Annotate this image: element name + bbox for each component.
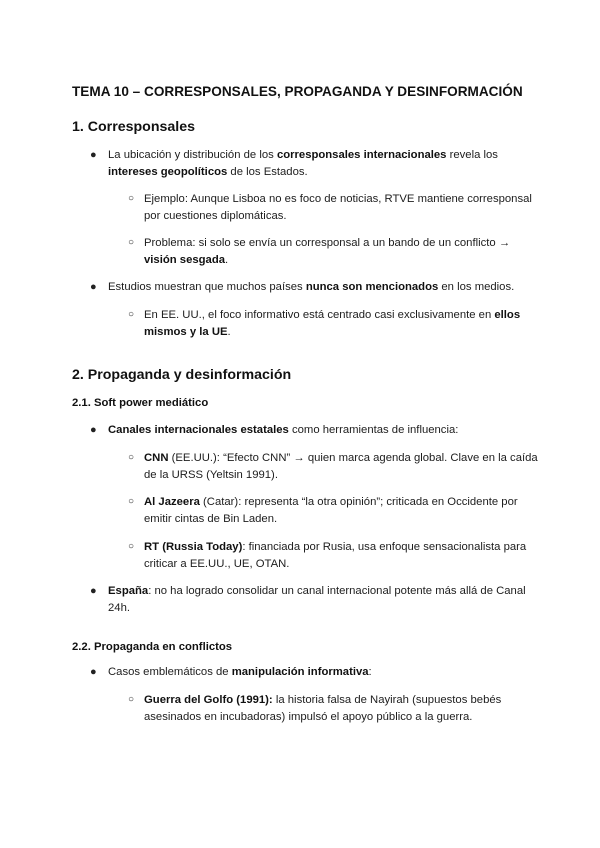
list-item-s2-1b: Al Jazeera (Catar): representa “la otra opinión”; criticada en Occidente por emitir cintas de Bin Laden. — [144, 496, 518, 525]
bullet-l2: ○ — [128, 237, 135, 248]
bullet-l2: ○ — [128, 496, 135, 507]
bullet-l1: ● — [90, 281, 97, 293]
section-2-heading: 2. Propaganda y desinformación — [72, 367, 292, 383]
list-item-s2-2: España: no ha logrado consolidar un canal internacional potente más allá de Canal 24h. — [108, 585, 526, 614]
bullet-l2: ○ — [128, 452, 135, 463]
bullet-l2: ○ — [128, 694, 135, 705]
list-item-s2-3a: Guerra del Golfo (1991): la historia falsa de Nayirah (supuestos bebés asesinados en incubadoras) impulsó el apoyo público a la guerra. — [144, 694, 502, 723]
bullet-l2: ○ — [128, 541, 135, 552]
bullet-l2: ○ — [128, 309, 135, 320]
bullet-l1: ● — [90, 666, 97, 678]
document-title: TEMA 10 – CORRESPONSALES, PROPAGANDA Y DESINFORMACIÓN — [72, 84, 523, 99]
bullet-l2: ○ — [128, 193, 135, 204]
bullet-l1: ● — [90, 149, 97, 161]
list-item-s2-1a: CNN (EE.UU.): “Efecto CNN” → quien marca agenda global. Clave en la caída de la URSS (Yeltsin 1991). — [144, 452, 538, 481]
list-item-s2-3: Casos emblemáticos de manipulación informativa: — [108, 666, 372, 678]
list-item-s2-1c: RT (Russia Today): financiada por Rusia, usa enfoque sensacionalista para criticar a EE.UU., UE, OTAN. — [144, 541, 527, 570]
bullet-l1: ● — [90, 585, 97, 597]
section-1-heading: 1. Corresponsales — [72, 119, 196, 135]
list-item-s1-1a: Ejemplo: Aunque Lisboa no es foco de noticias, RTVE mantiene corresponsal por cuestiones diplomáticas. — [144, 193, 532, 222]
list-item-s1-1: La ubicación y distribución de los corresponsales internacionales revela los intereses geopolíticos de los Estados. — [108, 149, 498, 178]
bullet-l1: ● — [90, 424, 97, 436]
list-item-s1-2a: En EE. UU., el foco informativo está centrado casi exclusivamente en ellos mismos y la UE. — [144, 309, 521, 338]
list-item-s2-1: Canales internacionales estatales como herramientas de influencia: — [108, 424, 459, 436]
list-item-s1-1b: Problema: si solo se envía un corresponsal a un bando de un conflicto → visión sesgada. — [144, 237, 511, 266]
list-item-s1-2: Estudios muestran que muchos países nunca son mencionados en los medios. — [108, 281, 515, 293]
subsection-2-1-heading: 2.1. Soft power mediático — [72, 397, 209, 409]
subsection-2-2-heading: 2.2. Propaganda en conflictos — [72, 641, 233, 653]
